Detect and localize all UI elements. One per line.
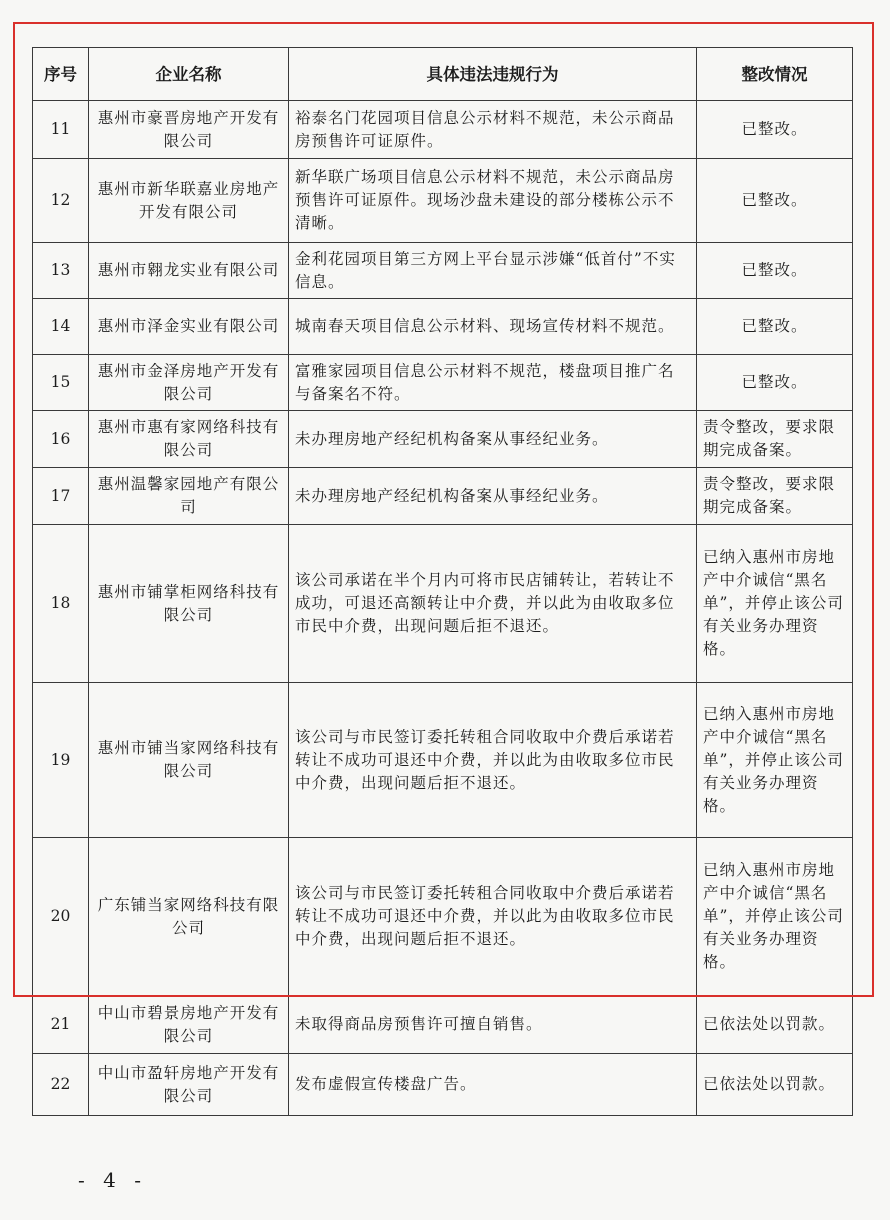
row-status: 已整改。 bbox=[697, 159, 853, 243]
row-violation: 金利花园项目第三方网上平台显示涉嫌“低首付”不实信息。 bbox=[289, 243, 697, 299]
row-company: 惠州市金泽房地产开发有限公司 bbox=[89, 355, 289, 411]
row-no: 13 bbox=[33, 243, 89, 299]
table-row bbox=[33, 1054, 853, 1116]
row-violation: 裕泰名门花园项目信息公示材料不规范，未公示商品房预售许可证原件。 bbox=[289, 101, 697, 159]
table-row bbox=[33, 996, 853, 1054]
row-no: 20 bbox=[33, 838, 89, 996]
row-no: 19 bbox=[33, 683, 89, 838]
row-status: 已纳入惠州市房地产中介诚信“黑名单”，并停止该公司有关业务办理资格。 bbox=[697, 525, 853, 683]
table-row bbox=[33, 525, 853, 683]
row-violation: 未办理房地产经纪机构备案从事经纪业务。 bbox=[289, 411, 697, 468]
page-number: - 4 - bbox=[78, 1168, 147, 1192]
header-no: 序号 bbox=[33, 48, 89, 101]
row-status: 已依法处以罚款。 bbox=[697, 996, 853, 1054]
table-row bbox=[33, 468, 853, 525]
table-row bbox=[33, 411, 853, 468]
table-row bbox=[33, 159, 853, 243]
row-company: 惠州市泽金实业有限公司 bbox=[89, 299, 289, 355]
row-company: 中山市盈轩房地产开发有限公司 bbox=[89, 1054, 289, 1116]
row-no: 18 bbox=[33, 525, 89, 683]
row-company: 中山市碧景房地产开发有限公司 bbox=[89, 996, 289, 1054]
table-row bbox=[33, 683, 853, 838]
table-row bbox=[33, 243, 853, 299]
table-row bbox=[33, 299, 853, 355]
row-status: 责令整改，要求限期完成备案。 bbox=[697, 411, 853, 468]
table-row bbox=[33, 101, 853, 159]
row-violation: 未取得商品房预售许可擅自销售。 bbox=[289, 996, 697, 1054]
row-violation: 该公司与市民签订委托转租合同收取中介费后承诺若转让不成功可退还中介费，并以此为由收取多位市民中介费，出现问题后拒不退还。 bbox=[289, 683, 697, 838]
table-row bbox=[33, 355, 853, 411]
header-status: 整改情况 bbox=[697, 48, 853, 101]
row-status: 已整改。 bbox=[697, 101, 853, 159]
row-violation: 该公司承诺在半个月内可将市民店铺转让，若转让不成功，可退还高额转让中介费，并以此为由收取多位市民中介费，出现问题后拒不退还。 bbox=[289, 525, 697, 683]
row-status: 已纳入惠州市房地产中介诚信“黑名单”，并停止该公司有关业务办理资格。 bbox=[697, 838, 853, 996]
row-company: 惠州市铺当家网络科技有限公司 bbox=[89, 683, 289, 838]
table-header-row bbox=[33, 48, 853, 101]
row-company: 惠州市新华联嘉业房地产开发有限公司 bbox=[89, 159, 289, 243]
row-no: 15 bbox=[33, 355, 89, 411]
row-company: 惠州市豪晋房地产开发有限公司 bbox=[89, 101, 289, 159]
row-no: 21 bbox=[33, 996, 89, 1054]
header-company: 企业名称 bbox=[89, 48, 289, 101]
violations-table bbox=[32, 47, 853, 1116]
row-no: 17 bbox=[33, 468, 89, 525]
table-row bbox=[33, 838, 853, 996]
row-violation: 该公司与市民签订委托转租合同收取中介费后承诺若转让不成功可退还中介费，并以此为由收取多位市民中介费，出现问题后拒不退还。 bbox=[289, 838, 697, 996]
row-violation: 富雅家园项目信息公示材料不规范，楼盘项目推广名与备案名不符。 bbox=[289, 355, 697, 411]
row-status: 已纳入惠州市房地产中介诚信“黑名单”，并停止该公司有关业务办理资格。 bbox=[697, 683, 853, 838]
row-no: 14 bbox=[33, 299, 89, 355]
row-status: 责令整改，要求限期完成备案。 bbox=[697, 468, 853, 525]
row-status: 已整改。 bbox=[697, 299, 853, 355]
row-status: 已依法处以罚款。 bbox=[697, 1054, 853, 1116]
row-no: 11 bbox=[33, 101, 89, 159]
row-status: 已整改。 bbox=[697, 243, 853, 299]
row-violation: 新华联广场项目信息公示材料不规范，未公示商品房预售许可证原件。现场沙盘未建设的部分楼栋公示不清晰。 bbox=[289, 159, 697, 243]
row-company: 广东铺当家网络科技有限公司 bbox=[89, 838, 289, 996]
header-violation: 具体违法违规行为 bbox=[289, 48, 697, 101]
row-no: 12 bbox=[33, 159, 89, 243]
row-no: 22 bbox=[33, 1054, 89, 1116]
row-company: 惠州温馨家园地产有限公司 bbox=[89, 468, 289, 525]
row-company: 惠州市铺掌柜网络科技有限公司 bbox=[89, 525, 289, 683]
row-status: 已整改。 bbox=[697, 355, 853, 411]
row-violation: 城南春天项目信息公示材料、现场宣传材料不规范。 bbox=[289, 299, 697, 355]
row-violation: 未办理房地产经纪机构备案从事经纪业务。 bbox=[289, 468, 697, 525]
row-company: 惠州市翱龙实业有限公司 bbox=[89, 243, 289, 299]
row-company: 惠州市惠有家网络科技有限公司 bbox=[89, 411, 289, 468]
row-no: 16 bbox=[33, 411, 89, 468]
row-violation: 发布虚假宣传楼盘广告。 bbox=[289, 1054, 697, 1116]
